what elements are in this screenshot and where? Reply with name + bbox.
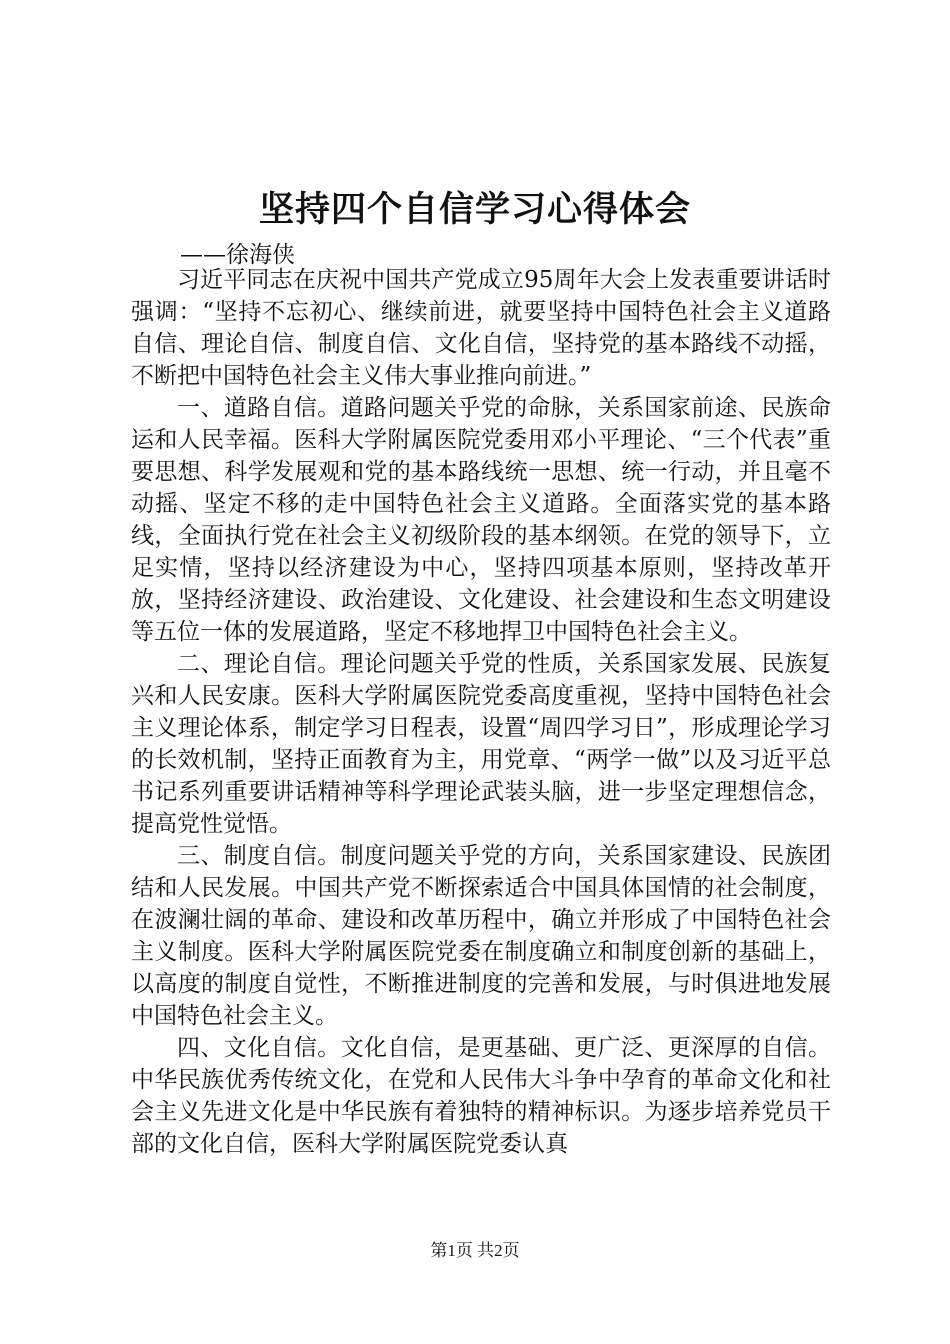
document-body xyxy=(131,264,831,1160)
document-title: 坚持四个自信学习心得体会 xyxy=(258,189,691,230)
paragraph-road-confidence: 一、道路自信。道路问题关乎党的命脉，关系国家前途、民族命运和人民幸福。医科大学附属医院党委用邓小平理论、“三个代表”重要思想、科学发展观和党的基本路线统一思想、统一行动，并且毫不动摇、坚定不移的走中国特色社会主义道路。全面落实党的基本路线，全面执行党在社会主义初级阶段的基本纲领。在党的领导下，立足实情，坚持以经济建设为中心，坚持四项基本原则，坚持改革开放，坚持经济建设、政治建设、文化建设、社会建设和生态文明建设等五位一体的发展道路，坚定不移地捍卫中国特色社会主义。 xyxy=(131,395,831,645)
page-number-footer: 第1页 共2页 xyxy=(430,1241,520,1260)
paragraph-intro: 习近平同志在庆祝中国共产党成立95周年大会上发表重要讲话时强调：“坚持不忘初心、继续前进，就要坚持中国特色社会主义道路自信、理论自信、制度自信、文化自信，坚持党的基本路线不动摇，不断把中国特色社会主义伟大事业推向前进。” xyxy=(131,267,831,389)
paragraph-system-confidence: 三、制度自信。制度问题关乎党的方向，关系国家建设、民族团结和人民发展。中国共产党不断探索适合中国具体国情的社会制度，在波澜壮阔的革命、建设和改革历程中，确立并形成了中国特色社会主义制度。医科大学附属医院党委在制度确立和制度创新的基础上，以高度的制度自觉性，不断推进制度的完善和发展，与时俱进地发展中国特色社会主义。 xyxy=(131,843,831,1029)
paragraph-culture-confidence: 四、文化自信。文化自信，是更基础、更广泛、更深厚的自信。中华民族优秀传统文化，在党和人民伟大斗争中孕育的革命文化和社会主义先进文化是中华民族有着独特的精神标识。为逐步培养党员干部的文化自信，医科大学附属医院党委认真 xyxy=(131,1035,831,1157)
document-author: ——徐海侠 xyxy=(180,242,295,268)
paragraph-theory-confidence: 二、理论自信。理论问题关乎党的性质，关系国家发展、民族复兴和人民安康。医科大学附属医院党委高度重视，坚持中国特色社会主义理论体系，制定学习日程表，设置“周四学习日”，形成理论学习的长效机制，坚持正面教育为主，用党章、“两学一做”以及习近平总书记系列重要讲话精神等科学理论武装头脑，进一步坚定理想信念，提高党性觉悟。 xyxy=(131,651,831,837)
